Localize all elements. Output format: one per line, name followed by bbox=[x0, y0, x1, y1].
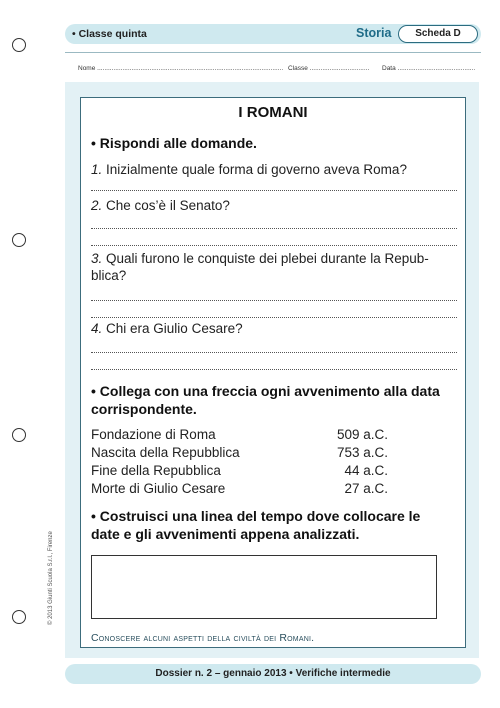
question-2 bbox=[91, 197, 230, 214]
question-number: 3. bbox=[91, 251, 103, 266]
copyright-note: © 2013 Giunti Scuola S.r.l., Firenze bbox=[48, 531, 54, 625]
answer-line[interactable] bbox=[91, 245, 457, 246]
year-item[interactable]: 27 a.C. bbox=[344, 481, 388, 496]
year-item[interactable]: 44 a.C. bbox=[344, 463, 388, 478]
footer-band: Dossier n. 2 – gennaio 2013 • Verifiche intermedie bbox=[65, 664, 481, 684]
class-level-label: • Classe quinta bbox=[72, 28, 147, 40]
year-item[interactable]: 509 a.C. bbox=[336, 427, 388, 442]
year-item[interactable]: 753 a.C. bbox=[336, 445, 388, 460]
class-field[interactable]: Classe ................................. bbox=[288, 65, 370, 72]
event-item[interactable]: Morte di Giulio Cesare bbox=[91, 481, 226, 496]
event-item[interactable]: Nascita della Repubblica bbox=[91, 445, 240, 460]
name-field[interactable]: Nome ....................................................................................................... bbox=[78, 65, 283, 72]
section-heading-line: corrispondente. bbox=[91, 401, 197, 417]
worksheet-title: I ROMANI bbox=[238, 104, 308, 121]
answer-line[interactable] bbox=[91, 190, 457, 191]
question-number: 4. bbox=[91, 321, 103, 336]
question-number: 2. bbox=[91, 198, 103, 213]
answer-line[interactable] bbox=[91, 352, 457, 353]
timeline-drawing-box[interactable] bbox=[91, 555, 437, 619]
question-1 bbox=[91, 161, 407, 178]
section-heading-line: • Costruisci una linea del tempo dove collocare le bbox=[91, 508, 421, 524]
question-text-continued: blica? bbox=[91, 268, 127, 283]
binder-hole-2 bbox=[12, 233, 26, 247]
section-heading-line: • Collega con una freccia ogni avvenimento alla data bbox=[91, 383, 440, 399]
answer-line[interactable] bbox=[91, 317, 457, 318]
section-heading-line: date e gli avvenimenti appena analizzati. bbox=[91, 526, 360, 542]
binder-hole-1 bbox=[12, 38, 26, 52]
learning-objective: Conoscere alcuni aspetti della civiltà dei Romani. bbox=[91, 632, 315, 644]
question-4 bbox=[91, 320, 243, 337]
question-text: Chi era Giulio Cesare? bbox=[106, 321, 243, 336]
section-match-heading bbox=[91, 382, 440, 418]
event-item[interactable]: Fine della Repubblica bbox=[91, 463, 221, 478]
question-text: Che cos’è il Senato? bbox=[106, 198, 230, 213]
sheet-badge: Scheda D bbox=[398, 25, 478, 43]
answer-line[interactable] bbox=[91, 300, 457, 301]
binder-hole-4 bbox=[12, 610, 26, 624]
subject-label: Storia bbox=[356, 26, 392, 40]
question-3 bbox=[91, 250, 429, 284]
question-number: 1. bbox=[91, 162, 103, 177]
answer-line[interactable] bbox=[91, 228, 457, 229]
binder-hole-3 bbox=[12, 428, 26, 442]
answer-line[interactable] bbox=[91, 369, 457, 370]
event-item[interactable]: Fondazione di Roma bbox=[91, 427, 216, 442]
date-field[interactable]: Data ........................................... bbox=[382, 65, 476, 72]
section-answer-heading: • Rispondi alle domande. bbox=[91, 135, 257, 151]
question-text: Inizialmente quale forma di governo aveva Roma? bbox=[106, 162, 407, 177]
section-timeline-heading bbox=[91, 507, 420, 543]
header-divider bbox=[65, 52, 481, 53]
question-text: Quali furono le conquiste dei plebei durante la Repub- bbox=[106, 251, 429, 266]
